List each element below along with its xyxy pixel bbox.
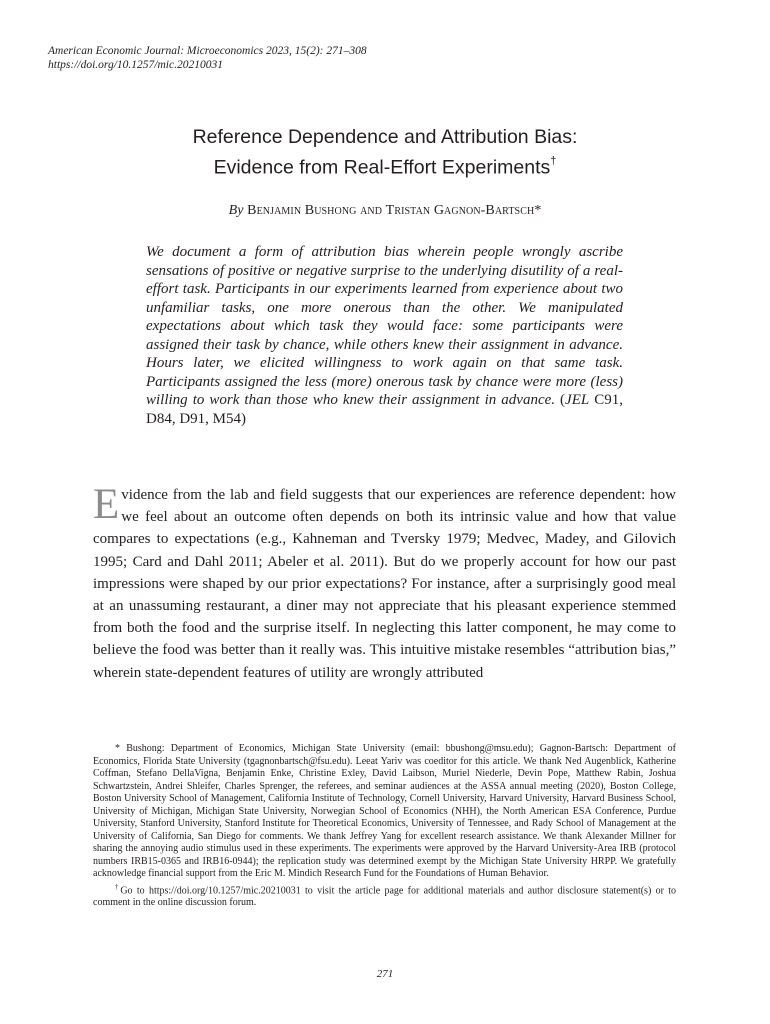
title-footnote-mark: †	[550, 155, 557, 167]
journal-citation: American Economic Journal: Microeconomics 2023, 15(2): 271–308	[48, 45, 367, 57]
footnote-article-link	[93, 881, 676, 910]
intro-paragraph	[93, 481, 676, 684]
title-line-2	[60, 150, 710, 181]
paper-title	[60, 124, 710, 181]
author-name-2: Tristan Gagnon-Bartsch	[385, 203, 535, 218]
jel-label: JEL	[565, 392, 590, 408]
footnote-dagger-mark: †	[115, 882, 121, 891]
journal-header	[48, 44, 367, 72]
intro-text: vidence from the lab and field suggests that our experiences are reference dependent: how we feel about an outcome often depends on both its intrinsic value and how that value compares to expectations (e.g., Kahneman and Tversky 1979; Medvec, Madey, and Gilovich 1995; Card and Dahl 2011; Abeler et al. 2011). But do we properly account for how our past impressions were shaped by our prior expectations? For instance, after a surprisingly good meal at an unassuming restaurant, a diner may not appreciate that his pleasant experience stemmed from both the food and the surprise itself. In neglecting this latter component, he may come to believe the food was better than it really was. This intuitive mistake resembles “attribution bias,” wherein state-dependent features of utility are wrongly attributed	[93, 487, 676, 681]
abstract-text: We document a form of attribution bias wherein people wrongly ascribe sensations of positive or negative surprise to the underlying disutility of a real-effort task. Participants in our experiments learned from experience about two unfamiliar tasks, one more onerous than the other. We manipulated expectations about which task they would face: some participants were assigned their task by chance, while others knew their assignment in advance. Hours later, we elicited willingness to work again on that same task. Participants assigned the less (more) onerous task by chance were more (less) willing to work than those who knew their assignment in advance.	[146, 244, 623, 408]
abstract	[146, 243, 623, 428]
footnote-dagger-text: Go to https://doi.org/10.1257/mic.20210031 to visit the article page for additional materials and author disclosure statement(s) or to comment in the online discussion forum.	[93, 884, 677, 909]
page-number: 271	[376, 968, 394, 980]
jel-code-list: C91, D84, D91, M54)	[146, 392, 624, 427]
byline	[60, 203, 710, 219]
author-footnote-mark: *	[534, 203, 542, 218]
footnote-star-mark: *	[115, 743, 120, 754]
byline-by: By	[228, 203, 244, 218]
doi-link[interactable]: https://doi.org/10.1257/mic.20210031	[48, 59, 223, 71]
title-line-2-text: Evidence from Real-Effort Experiments	[213, 156, 551, 179]
footnotes	[93, 743, 676, 910]
title-line-1: Reference Dependence and Attribution Bias:	[192, 126, 578, 148]
drop-cap: E	[93, 481, 120, 528]
byline-and: and	[360, 203, 383, 218]
author-name-1: Benjamin Bushong	[247, 203, 357, 218]
jel-open-paren: (	[560, 392, 566, 408]
footnote-star-text: Bushong: Department of Economics, Michigan State University (email: bbushong@msu.edu); Gagnon-Bartsch: Department of Economics, Florida State University (tgagnonbartsch@fsu.edu). Leeat Yariv was coeditor for this article. We thank Ned Augenblick, Katherine Coffman, Stefano DellaVigna, Benjamin Enke, Christine Exley, David Laibson, Muriel Niederle, Devin Pope, Matthew Rabin, Joshua Schwartzstein, Andrei Shleifer, Charles Sprenger, the referees, and seminar audiences at the ASSA annual meeting (2020), Boston College, Boston University School of Management, California Institute of Technology, Cornell University, Harvard University, Harvard Business School, University of Michigan, Michigan State University, Norwegian School of Economics (NHH), the North American ESA Conference, Purdue University, Stanford University, Stanford Institute for Theoretical Economics, University of Tennessee, and Rady School of Management at the University of California, San Diego for comments. We thank Jeffrey Yang for excellent research assistance. We thank Alexander Millner for sharing the annoying audio stimulus used in these experiments. The experiments were approved by the Harvard University-Area IRB (protocol numbers IRB15-0365 and IRB16-0944); the replication study was determined exempt by the Michigan State University HRPP. We gratefully acknowledge financial support from the Eric M. Mindich Research Fund for the Foundations of Human Behavior.	[93, 743, 677, 879]
footnote-author-affiliations	[93, 743, 676, 881]
